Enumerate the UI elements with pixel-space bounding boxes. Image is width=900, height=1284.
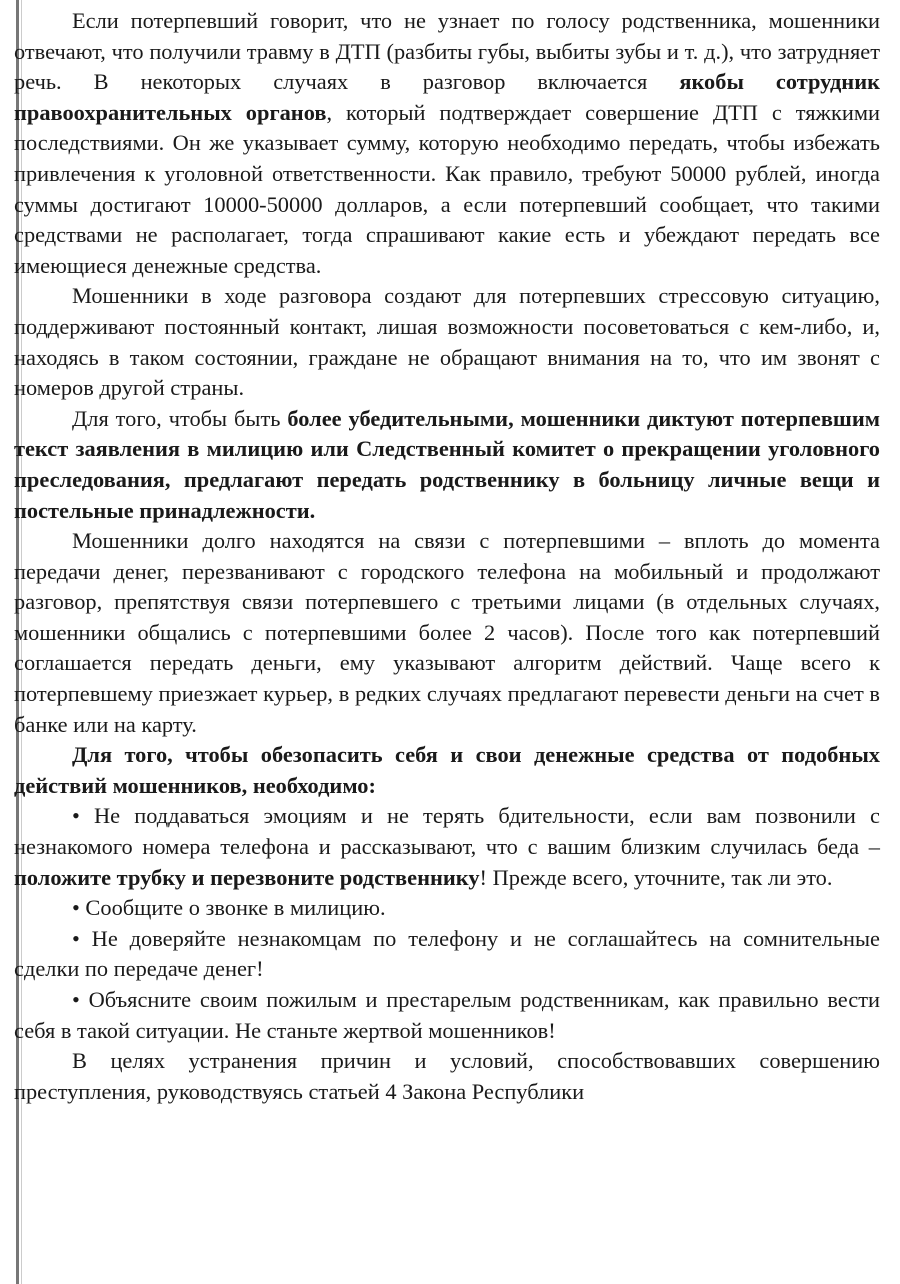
document-body (14, 6, 880, 1107)
paragraph-stress-situation: Мошенники в ходе разговора создают для потерпевших стрессовую ситуацию, поддерживают постоянный контакт, лишая возможности посоветоваться с кем-либо, и, находясь в таком состоянии, граждане не обращают внимания на то, что им звонят с номеров другой страны. (14, 283, 880, 401)
heading-how-to-protect: Для того, чтобы обезопасить себя и свои денежные средства от подобных действий мошенников, необходимо: (14, 742, 880, 798)
paragraph-text: , который подтверждает совершение ДТП с тяжкими последствиями. Он же указывает сумму, которую необходимо передать, чтобы избежать привлечения к уголовной ответственности. Как правило, требуют 50000 рублей, иногда суммы достигают 10000-50000 долларов, а если потерпевший сообщает, что такими средствами не располагает, тогда спрашивают какие есть и убеждают передать все имеющиеся денежные средства. (14, 99, 880, 278)
paragraph-persuasion (14, 404, 880, 526)
paragraph-caller-injury (14, 6, 880, 281)
list-item-dont-trust: • Не доверяйте незнакомцам по телефону и не соглашайтесь на сомнительные сделки по передаче денег! (14, 925, 880, 982)
paragraph-text: Для того, чтобы быть (72, 405, 288, 431)
list-item-text: • Не поддаваться эмоциям и не терять бдительности, если вам позвонили с незнакомого номера телефона и рассказывают, что с вашим близким случилась беда – (14, 803, 880, 860)
list-item-text: ! Прежде всего, уточните, так ли это. (479, 864, 833, 890)
list-item-report-police: • Сообщите о звонке в милицию. (72, 895, 386, 921)
paragraph-legal-basis: В целях устранения причин и условий, способствовавших совершению преступления, руководствуясь статьей 4 Закона Республики (14, 1048, 880, 1104)
list-item-keep-calm (14, 801, 880, 893)
paragraph-long-contact: Мошенники долго находятся на связи с потерпевшими – вплоть до момента передачи денег, перезванивают с городского телефона на мобильный и продолжают разговор, препятствуя связи потерпевшего с третьими лицами (в отдельных случаях, мошенники общались с потерпевшими более 2 часов). После того как потерпевший соглашается передать деньги, ему указывают алгоритм действий. Чаще всего к потерпевшему приезжает курьер, в редких случаях предлагают перевести деньги на счет в банке или на карту. (14, 528, 880, 737)
bold-phrase-hang-up: положите трубку и перезвоните родственнику (14, 864, 480, 890)
bold-phrase-fake-officer: якобы сотрудник правоохранительных органов (14, 69, 880, 125)
paragraph-text: Если потерпевший говорит, что не узнает по голосу родственника, мошенники отвечают, что получили травму в ДТП (разбиты губы, выбиты зубы и т. д.), что затрудняет речь. В некоторых случаях в разговор включается (14, 8, 880, 95)
list-item-explain-relatives: • Объясните своим пожилым и престарелым родственникам, как правильно вести себя в такой ситуации. Не станьте жертвой мошенников! (14, 987, 880, 1043)
bold-phrase-dictation: более убедительными, мошенники диктуют потерпевшим текст заявления в милицию или Следственный комитет о прекращении уголовного преследования, предлагают передать родственнику в больницу личные вещи и постельные принадлежности. (14, 405, 880, 523)
